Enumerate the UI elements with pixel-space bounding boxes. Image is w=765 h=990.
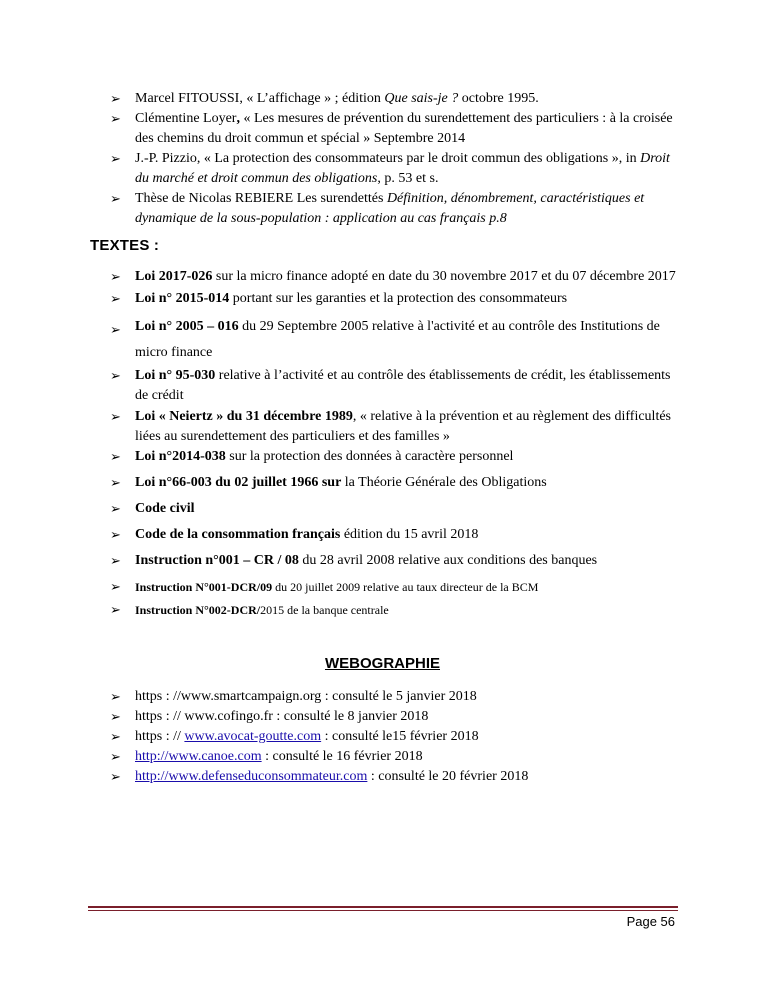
arrow-bullet-icon: ➢	[110, 111, 121, 126]
arrow-bullet-icon: ➢	[110, 368, 121, 383]
link-canoe[interactable]: http://www.canoe.com	[135, 749, 262, 764]
web-item: ➢ http://www.defenseduconsommateur.com : consulté le 20 février 2018	[110, 767, 680, 787]
arrow-bullet-icon: ➢	[110, 527, 121, 542]
arrow-bullet-icon: ➢	[110, 291, 121, 306]
webographie-list	[110, 687, 680, 787]
arrow-bullet-icon: ➢	[110, 769, 121, 784]
arrow-bullet-icon: ➢	[110, 709, 121, 724]
bibliography-list	[110, 89, 680, 229]
web-item: ➢ http://www.canoe.com : consulté le 16 février 2018	[110, 747, 680, 767]
arrow-bullet-icon: ➢	[110, 409, 121, 424]
texte-item: ➢ Instruction N°001-DCR/09 du 20 juillet 2009 relative au taux directeur de la BCM	[110, 577, 680, 597]
textes-heading: TEXTES :	[90, 237, 160, 254]
footer-rule	[88, 906, 678, 908]
bib-item-rebiere: ➢ Thèse de Nicolas REBIERE Les surendettés Définition, dénombrement, caractéristiques et dynamique de la sous-population : application au cas français p.8	[110, 191, 645, 226]
arrow-bullet-icon: ➢	[110, 689, 121, 704]
texte-item: ➢ Instruction N°002-DCR/2015 de la banque centrale	[110, 600, 680, 620]
arrow-bullet-icon: ➢	[110, 553, 121, 568]
webographie-heading: WEBOGRAPHIE	[324, 655, 440, 672]
texte-item: ➢ Loi n° 2005 – 016 du 29 Septembre 2005 relative à l'activité et au contrôle des Institutions de micro finance	[110, 319, 660, 360]
arrow-bullet-icon: ➢	[110, 602, 121, 617]
arrow-bullet-icon: ➢	[110, 449, 121, 464]
footer-rule-thin	[88, 910, 678, 911]
texte-item: ➢ Loi n°66-003 du 02 juillet 1966 sur la Théorie Générale des Obligations	[110, 473, 680, 493]
arrow-bullet-icon: ➢	[110, 191, 121, 206]
arrow-bullet-icon: ➢	[110, 91, 121, 106]
texte-item: ➢ Loi n° 2015-014 portant sur les garanties et la protection des consommateurs	[110, 289, 680, 309]
arrow-bullet-icon: ➢	[110, 749, 121, 764]
textes-list	[110, 267, 680, 620]
texte-item: ➢ Code civil	[110, 499, 680, 519]
link-defenseduconsommateur[interactable]: http://www.defenseduconsommateur.com	[135, 769, 368, 784]
texte-item: ➢ Loi n° 95-030 relative à l’activité et au contrôle des établissements de crédit, les établissements de crédit	[110, 368, 671, 403]
page-number: Page 56	[626, 914, 675, 929]
bib-item-loyer: ➢ Clémentine Loyer, « Les mesures de prévention du surendettement des particuliers : à la croisée des chemins du droit commun et spécial » Septembre 2014	[110, 111, 673, 146]
texte-item: ➢ Loi n°2014-038 sur la protection des données à caractère personnel	[110, 447, 680, 467]
web-item: ➢ https : //www.smartcampaign.org : consulté le 5 janvier 2018	[110, 687, 680, 707]
texte-item: ➢ Loi « Neiertz » du 31 décembre 1989, « relative à la prévention et au règlement des difficultés liées au surendettement des particuliers et des familles »	[110, 409, 671, 444]
texte-item: ➢ Loi 2017-026 sur la micro finance adopté en date du 30 novembre 2017 et du 07 décembre 2017	[110, 267, 680, 287]
link-avocat-goutte[interactable]: www.avocat-goutte.com	[184, 729, 322, 744]
arrow-bullet-icon: ➢	[110, 269, 121, 284]
texte-item: ➢ Instruction n°001 – CR / 08 du 28 avril 2008 relative aux conditions des banques	[110, 551, 680, 571]
arrow-bullet-icon: ➢	[110, 322, 121, 337]
arrow-bullet-icon: ➢	[110, 151, 121, 166]
arrow-bullet-icon: ➢	[110, 729, 121, 744]
bib-item-pizzio: ➢ J.-P. Pizzio, « La protection des consommateurs par le droit commun des obligations », in Droit du marché et droit commun des obligations, p. 53 et s.	[110, 151, 670, 186]
bib-item-fitoussi: ➢ Marcel FITOUSSI, « L’affichage » ; édition Que sais-je ? octobre 1995.	[110, 89, 680, 109]
arrow-bullet-icon: ➢	[110, 501, 121, 516]
arrow-bullet-icon: ➢	[110, 579, 121, 594]
web-item: ➢ https : // www.cofingo.fr : consulté le 8 janvier 2018	[110, 707, 680, 727]
web-item: ➢ https : // www.avocat-goutte.com : consulté le15 février 2018	[110, 727, 680, 747]
texte-item: ➢ Code de la consommation français édition du 15 avril 2018	[110, 525, 680, 545]
arrow-bullet-icon: ➢	[110, 475, 121, 490]
